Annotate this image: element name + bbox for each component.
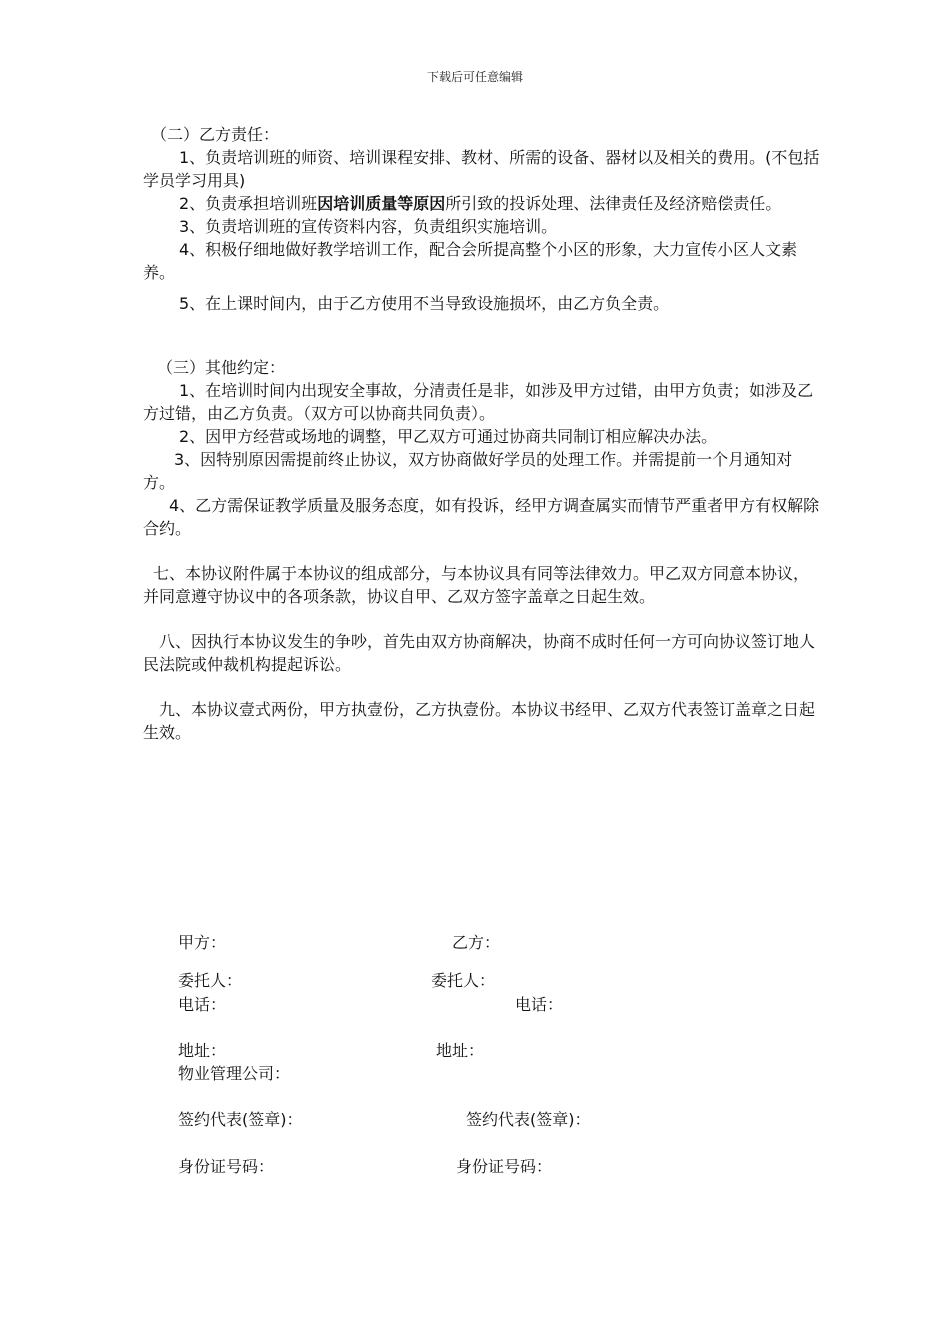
id-number-b-label: 身份证号码： bbox=[456, 1157, 553, 1176]
id-number-a-label: 身份证号码： bbox=[178, 1157, 275, 1176]
section-b-item-3: 3、负责培训班的宣传资料内容，负责组织实施培训。 bbox=[179, 217, 558, 236]
clause-nine: 九、本协议壹式两份，甲方执壹份，乙方执壹份。本协议书经甲、乙双方代表签订盖章之日起生效。 bbox=[143, 700, 816, 742]
spacer bbox=[143, 284, 823, 292]
phone-b-label: 电话： bbox=[515, 995, 564, 1014]
section-b-item-2-bold: 因培训质量等原因 bbox=[317, 194, 446, 213]
section-c-item-1: 1、在培训时间内出现安全事故，分清责任是非，如涉及甲方过错，由甲方负责；如涉及乙方过错，由乙方负责。（双方可以协商共同负责）。 bbox=[143, 381, 814, 423]
clause-eight: 八、因执行本协议发生的争吵，首先由双方协商解决，协商不成时任何一方可向协议签订地人民法院或仲裁机构提起诉讼。 bbox=[143, 632, 816, 674]
section-c-title: （三）其他约定： bbox=[157, 358, 286, 377]
agent-b-label: 委托人： bbox=[431, 971, 496, 990]
party-a-label: 甲方： bbox=[178, 933, 227, 952]
address-b-label: 地址： bbox=[436, 1041, 485, 1060]
page-header-note: 下载后可任意编辑 bbox=[426, 70, 523, 84]
spacer bbox=[143, 315, 823, 348]
representative-b-label: 签约代表(签章)： bbox=[466, 1110, 591, 1129]
address-a-label: 地址： bbox=[178, 1041, 227, 1060]
clause-seven: 七、本协议附件属于本协议的组成部分，与本协议具有同等法律效力。甲乙双方同意本协议，并同意遵守协议中的各项条款，协议自甲、乙双方签字盖章之日起生效。 bbox=[143, 564, 810, 606]
section-b-item-4: 4、积极仔细地做好教学培训工作，配合会所提高整个小区的形象，大力宣传小区人文素养。 bbox=[143, 240, 798, 282]
section-c-item-3: 3、因特别原因需提前终止协议，双方协商做好学员的处理工作。并需提前一个月通知对方。 bbox=[143, 450, 793, 492]
section-c-item-2: 2、因甲方经营或场地的调整，甲乙双方可通过协商共同制订相应解决办法。 bbox=[179, 427, 718, 446]
agent-a-label: 委托人： bbox=[178, 971, 243, 990]
section-b-item-2-post: 所引致的投诉处理、法律责任及经济赔偿责任。 bbox=[445, 194, 782, 213]
agreement-body bbox=[143, 123, 823, 744]
spacer bbox=[143, 348, 823, 356]
spacer bbox=[143, 676, 823, 698]
section-b-item-2-pre: 2、负责承担培训班 bbox=[179, 194, 318, 213]
section-c-item-4: 4、乙方需保证教学质量及服务态度，如有投诉，经甲方调查属实而情节严重者甲方有权解除合约。 bbox=[143, 496, 820, 538]
spacer bbox=[143, 608, 823, 630]
company-label: 物业管理公司： bbox=[178, 1064, 291, 1083]
party-b-label: 乙方： bbox=[452, 933, 501, 952]
section-b-item-1: 1、负责培训班的师资、培训课程安排、教材、所需的设备、器材以及相关的费用。(不包括学员学习用具) bbox=[143, 148, 820, 190]
section-b-title: （二）乙方责任： bbox=[151, 125, 280, 144]
phone-a-label: 电话： bbox=[178, 995, 227, 1014]
section-b-item-5: 5、在上课时间内，由于乙方使用不当导致设施损坏，由乙方负全责。 bbox=[179, 294, 670, 313]
spacer bbox=[143, 540, 823, 562]
representative-a-label: 签约代表(签章)： bbox=[178, 1110, 303, 1129]
section-b-item-2 bbox=[143, 192, 823, 215]
